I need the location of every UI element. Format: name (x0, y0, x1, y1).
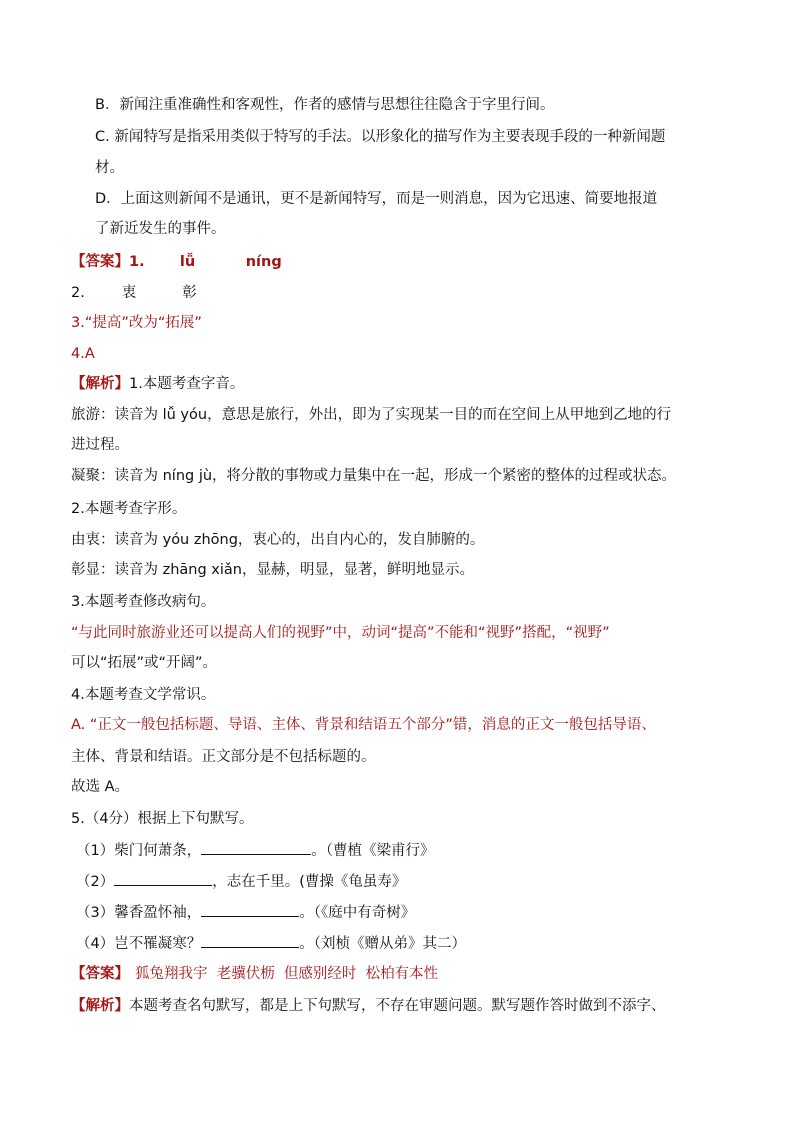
analysis-bingju-line1: “与此同时旅游业还可以提高人们的视野”中，动词“提高”不能和“视野”搭配，“视野” (71, 625, 610, 641)
analysis-bingju-line2: 可以“拓展”或“开阔”。 (71, 655, 218, 671)
option-c-line2: 材。 (95, 160, 124, 176)
analysis-wenxue-line1: A. “正文一般包括标题、导语、主体、背景和结语五个部分”错，消息的正文一般包括导语、 (71, 717, 656, 733)
q5-l1-prefix: （1）柴门何萧条， (76, 843, 202, 859)
answer-tag-2: 【答案】 (71, 966, 129, 982)
q5-l1-suffix: 。（曹植《梁甫行》 (311, 843, 435, 859)
q5-l4-prefix: （4）岂不罹凝寒？ (76, 936, 202, 952)
q5-blank-2 (114, 871, 212, 886)
q5-l2-prefix: （2） (76, 874, 115, 890)
analysis-head-3: 3.本题考查修改病句。 (71, 594, 216, 610)
question-5-line-4 (76, 933, 466, 954)
answer-2-text: 狐兔翔我宇 老骥伏枥 但感别经时 松柏有本性 (135, 966, 439, 982)
option-b: B．新闻注重准确性和客观性，作者的感情与思想往往隐含于字里行间。 (95, 97, 555, 113)
q5-blank-1 (201, 840, 311, 855)
analysis-head-1: 1.本题考查字音。 (129, 376, 245, 392)
analysis-lvyou-line2: 进过程。 (71, 437, 129, 453)
analysis-zhangxian: 彰显：读音为 zhāng xiǎn，显赫，明显，显著，鲜明地显示。 (71, 562, 474, 578)
analysis-youzhong: 由衷：读音为 yóu zhōng，衷心的，出自内心的，发自肺腑的。 (71, 532, 485, 548)
answer-item-3: 3.“提高”改为“拓展” (71, 315, 202, 331)
analysis-choose: 故选 A。 (71, 779, 130, 795)
answer-item-4: 4.A (71, 346, 95, 362)
question-5-line-1 (76, 840, 434, 861)
analysis-head-2: 2.本题考查字形。 (71, 501, 187, 517)
answer-block-1 (71, 252, 282, 272)
question-5-line-2 (76, 871, 406, 892)
analysis-tag-2: 【解析】 (71, 998, 129, 1014)
q5-blank-4 (201, 933, 299, 948)
question-5-title: 5.（4分）根据上下句默写。 (71, 811, 254, 827)
q5-l2-suffix: ，志在千里。(曹操《龟虽寿》 (212, 874, 407, 890)
q5-blank-3 (201, 902, 299, 917)
analysis-head-4: 4.本题考查文学常识。 (71, 687, 216, 703)
answer-item-2: 2. 衷 彰 (71, 285, 197, 301)
option-d-line1: D．上面这则新闻不是通讯，更不是新闻特写，而是一则消息，因为它迅速、简要地报道 (95, 191, 658, 207)
analysis-tag: 【解析】 (71, 376, 129, 392)
q5-l3-prefix: （3）馨香盈怀袖， (76, 905, 202, 921)
answer-block-2 (71, 964, 438, 984)
q5-l4-suffix: 。（刘桢《赠从弟》其二） (299, 936, 466, 952)
analysis-block-1 (71, 374, 244, 394)
option-c-line1: C. 新闻特写是指采用类似于特写的手法。以形象化的描写作为主要表现手段的一种新闻题 (95, 129, 666, 145)
answer-tag: 【答案】 (71, 254, 129, 270)
analysis-lvyou-line1: 旅游：读音为 lǚ yóu，意思是旅行，外出，即为了实现某一目的而在空间上从甲地到乙地的行 (71, 407, 672, 423)
question-5-line-3 (76, 902, 415, 923)
analysis-2-text: 本题考查名句默写，都是上下句默写，不存在审题问题。默写题作答时做到不添字、 (129, 998, 666, 1014)
option-d-line2: 了新近发生的事件。 (95, 221, 226, 237)
analysis-ningju: 凝聚：读音为 níng jù，将分散的事物或力量集中在一起，形成一个紧密的整体的过程或状态。 (71, 468, 677, 484)
answer-item-1: 1. lǚ níng (129, 254, 282, 270)
analysis-wenxue-line2: 主体、背景和结语。正文部分是不包括标题的。 (71, 749, 376, 765)
analysis-block-2 (71, 996, 666, 1016)
q5-l3-suffix: 。（《庭中有奇树》 (299, 905, 416, 921)
